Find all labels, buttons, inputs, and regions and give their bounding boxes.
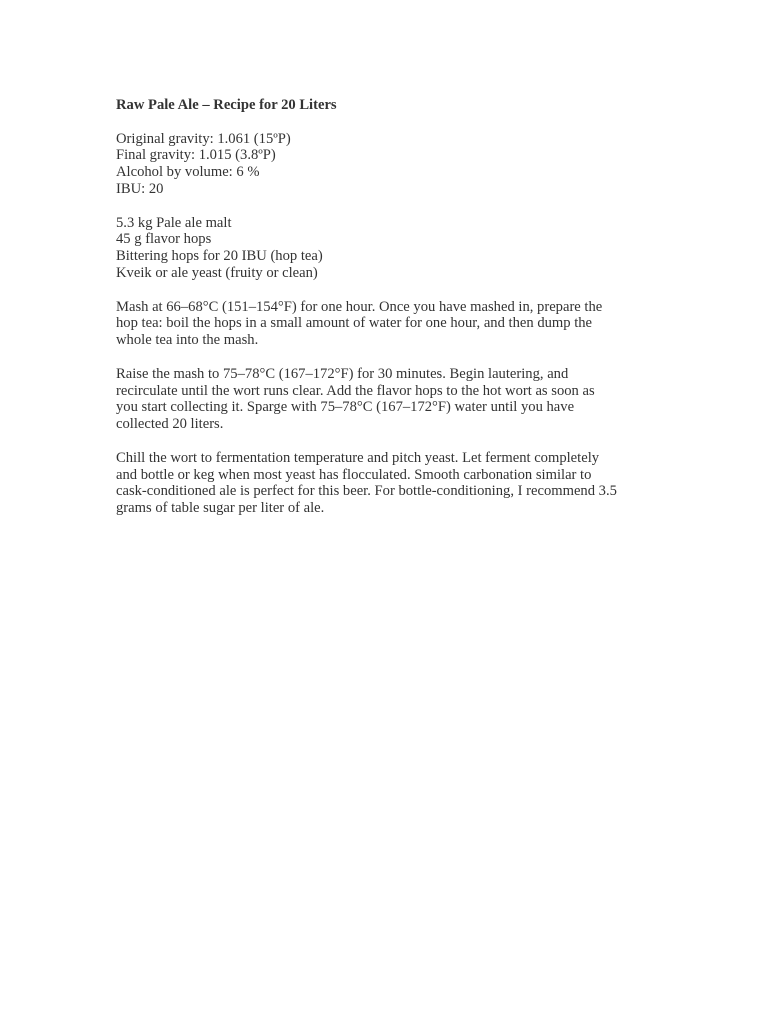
gravity-stats <box>116 131 656 198</box>
paragraph-line: hop tea: boil the hops in a small amount of water for one hour, and then dump the <box>116 315 593 332</box>
paragraph-line: grams of table sugar per liter of ale. <box>116 500 325 517</box>
paragraph-line: Mash at 66–68°C (151–154°F) for one hour. Once you have mashed in, prepare the <box>116 298 603 315</box>
recipe-title: Raw Pale Ale – Recipe for 20 Liters <box>116 97 337 113</box>
ingredient-flavor-hops: 45 g flavor hops <box>116 231 212 248</box>
ingredient-malt: 5.3 kg Pale ale malt <box>116 214 232 231</box>
stat-original-gravity: Original gravity: 1.061 (15ºP) <box>116 130 291 147</box>
ingredient-list <box>116 215 656 282</box>
ingredient-bittering-hops: Bittering hops for 20 IBU (hop tea) <box>116 248 323 265</box>
paragraph-line: collected 20 liters. <box>116 416 224 433</box>
paragraph-line: you start collecting it. Sparge with 75–78°C (167–172°F) water until you have <box>116 399 575 416</box>
paragraph-line: recirculate until the wort runs clear. Add the flavor hops to the hot wort as soon as <box>116 382 595 399</box>
stat-ibu: IBU: 20 <box>116 180 164 197</box>
lautering-paragraph <box>116 366 656 433</box>
paragraph-line: cask-conditioned ale is perfect for this beer. For bottle-conditioning, I recommend 3.5 <box>116 483 617 500</box>
fermentation-paragraph <box>116 450 656 517</box>
mash-paragraph <box>116 299 656 349</box>
paragraph-line: Chill the wort to fermentation temperature and pitch yeast. Let ferment completely <box>116 449 600 466</box>
ingredient-yeast: Kveik or ale yeast (fruity or clean) <box>116 264 318 281</box>
document-page <box>116 97 656 534</box>
stat-abv: Alcohol by volume: 6 % <box>116 164 260 181</box>
paragraph-line: Raise the mash to 75–78°C (167–172°F) for 30 minutes. Begin lautering, and <box>116 365 569 382</box>
paragraph-line: whole tea into the mash. <box>116 332 259 349</box>
stat-final-gravity: Final gravity: 1.015 (3.8ºP) <box>116 147 276 164</box>
paragraph-line: and bottle or keg when most yeast has flocculated. Smooth carbonation similar to <box>116 466 592 483</box>
